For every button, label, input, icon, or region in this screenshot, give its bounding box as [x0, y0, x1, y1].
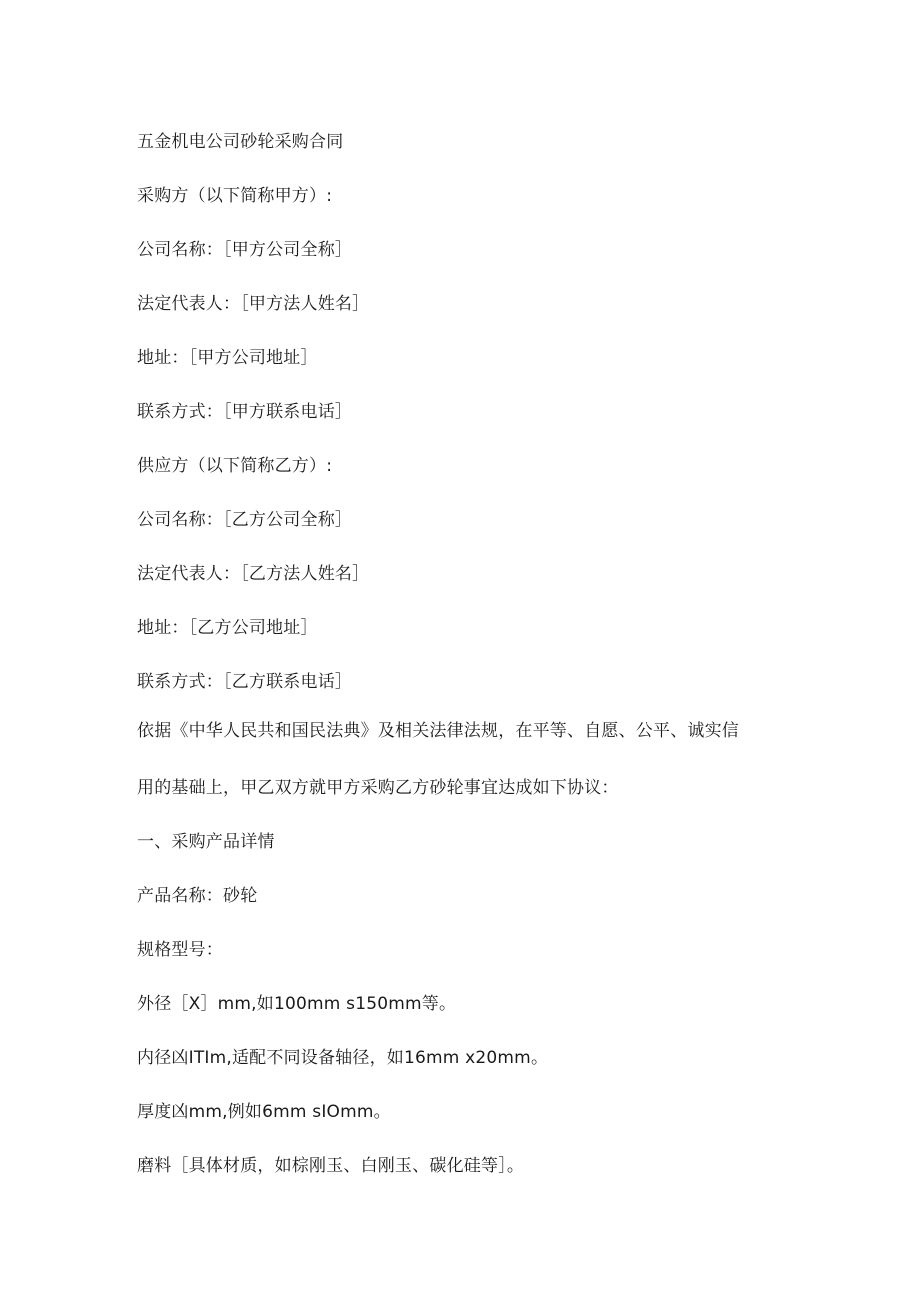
- seller-heading: 供应方（以下简称乙方）:: [137, 456, 333, 476]
- buyer-contact: 联系方式：［甲方联系电话］: [137, 402, 353, 422]
- buyer-address: 地址：［甲方公司地址］: [137, 348, 318, 368]
- spec-outer-diameter: 外径［X］mm,如100mm s150mm等。: [137, 994, 457, 1014]
- contract-title: 五金机电公司砂轮采购合同: [137, 132, 344, 152]
- spec-inner-diameter: 内径凶ITIm,适配不同设备轴径，如16mm x20mm。: [137, 1048, 549, 1068]
- buyer-legal-representative: 法定代表人：［甲方法人姓名］: [137, 294, 370, 314]
- spec-label: 规格型号：: [137, 940, 223, 960]
- seller-contact: 联系方式：［乙方联系电话］: [137, 672, 353, 692]
- section-1-heading: 一、采购产品详情: [137, 832, 275, 852]
- seller-legal-representative: 法定代表人：［乙方法人姓名］: [137, 564, 370, 584]
- seller-address: 地址：［乙方公司地址］: [137, 618, 318, 638]
- legal-basis-line-1: 依据《中华人民共和国民法典》及相关法律法规，在平等、自愿、公平、诚实信: [137, 721, 739, 741]
- spec-thickness: 厚度凶mm,例如6mm sIOmm。: [137, 1102, 391, 1122]
- seller-company-name: 公司名称：［乙方公司全称］: [137, 510, 353, 530]
- buyer-heading: 采购方（以下简称甲方）:: [137, 186, 333, 206]
- legal-basis-line-2: 用的基础上，甲乙双方就甲方采购乙方砂轮事宜达成如下协议：: [137, 778, 619, 798]
- buyer-company-name: 公司名称：［甲方公司全称］: [137, 240, 353, 260]
- spec-abrasive: 磨料［具体材质，如棕刚玉、白刚玉、碳化硅等］。: [137, 1156, 525, 1176]
- product-name: 产品名称：砂轮: [137, 886, 258, 906]
